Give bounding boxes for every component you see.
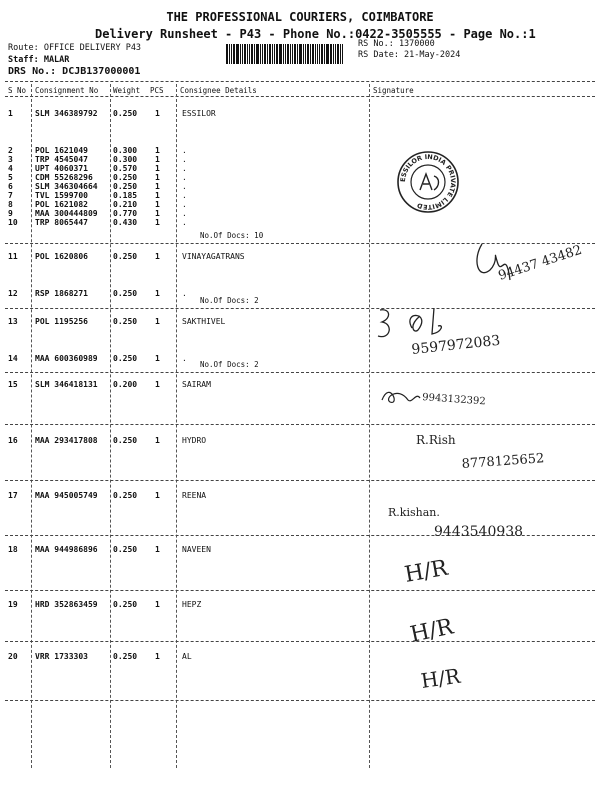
pieces: 1 xyxy=(155,109,160,118)
weight: 0.770 xyxy=(113,209,138,218)
svg-text:H/R: H/R xyxy=(408,614,456,648)
rs-date: RS Date: 21-May-2024 xyxy=(358,50,461,60)
col-signature: Signature xyxy=(373,86,414,95)
no-of-docs: No.Of Docs: 2 xyxy=(200,360,259,369)
consignee-dot: . xyxy=(182,155,187,164)
serial-number: 15 xyxy=(8,380,18,389)
pieces: 1 xyxy=(155,652,160,661)
svg-text:R.Rish: R.Rish xyxy=(416,433,456,447)
column-divider xyxy=(31,84,32,768)
pieces: 1 xyxy=(155,289,160,298)
col-weight: Weight xyxy=(113,86,141,95)
staff: Staff: MALAR xyxy=(8,55,70,65)
weight: 0.200 xyxy=(113,380,138,389)
serial-number: 17 xyxy=(8,491,18,500)
consignment-number: MAA 300444809 xyxy=(35,209,98,218)
row-divider xyxy=(5,641,595,642)
weight: 0.300 xyxy=(113,155,138,164)
consignment-number: POL 1621082 xyxy=(35,200,88,209)
svg-text:H/R: H/R xyxy=(402,555,450,588)
weight: 0.250 xyxy=(113,545,138,554)
pieces: 1 xyxy=(155,354,160,363)
drs-number: DRS No.: DCJB137000001 xyxy=(8,66,141,77)
divider xyxy=(5,96,595,97)
serial-number: 20 xyxy=(8,652,18,661)
serial-number: 19 xyxy=(8,600,18,609)
column-divider xyxy=(176,84,177,768)
consignment-number: SLM 346389792 xyxy=(35,109,98,118)
consignee-dot: . xyxy=(182,289,187,298)
pieces: 1 xyxy=(155,380,160,389)
consignment-number: TRP 4545047 xyxy=(35,155,88,164)
consignment-number: POL 1195256 xyxy=(35,317,88,326)
pieces: 1 xyxy=(155,191,160,200)
weight: 0.250 xyxy=(113,173,138,182)
consignment-number: CDM 55268296 xyxy=(35,173,93,182)
serial-number: 5 xyxy=(8,173,13,182)
consignment-number: HRD 352863459 xyxy=(35,600,98,609)
serial-number: 11 xyxy=(8,252,18,261)
signature-19 xyxy=(410,612,470,656)
pieces: 1 xyxy=(155,173,160,182)
consignment-number: MAA 600360989 xyxy=(35,354,98,363)
consignee-name: NAVEEN xyxy=(182,545,211,554)
signature-16 xyxy=(410,424,580,488)
svg-text:R.kishan.: R.kishan. xyxy=(388,506,440,519)
consignee-name: ESSILOR xyxy=(182,109,216,118)
consignee-dot: . xyxy=(182,209,187,218)
signature-15 xyxy=(378,376,538,420)
weight: 0.250 xyxy=(113,109,138,118)
column-divider xyxy=(110,84,111,768)
svg-text:H/R: H/R xyxy=(419,663,462,693)
no-of-docs: No.Of Docs: 10 xyxy=(200,231,264,240)
row-divider xyxy=(5,372,595,373)
pieces: 1 xyxy=(155,146,160,155)
pieces: 1 xyxy=(155,164,160,173)
consignment-number: POL 1620806 xyxy=(35,252,88,261)
serial-number: 13 xyxy=(8,317,18,326)
barcode xyxy=(226,44,354,64)
weight: 0.300 xyxy=(113,146,138,155)
col-consignment: Consignment No xyxy=(35,86,99,95)
weight: 0.430 xyxy=(113,218,138,227)
svg-text:9443540938: 9443540938 xyxy=(434,524,524,540)
serial-number: 1 xyxy=(8,109,13,118)
serial-number: 7 xyxy=(8,191,13,200)
weight: 0.250 xyxy=(113,289,138,298)
consignee-name: SAKTHIVEL xyxy=(182,317,226,326)
consignee-dot: . xyxy=(182,182,187,191)
serial-number: 9 xyxy=(8,209,13,218)
consignee-name: AL xyxy=(182,652,192,661)
consignee-name: HYDRO xyxy=(182,436,207,445)
rs-number: RS No.: 1370000 xyxy=(358,39,435,49)
serial-number: 12 xyxy=(8,289,18,298)
svg-text:ESSILOR INDIA PRIVATE LIMITED: ESSILOR INDIA PRIVATE LIMITED xyxy=(398,152,458,212)
consignee-name: REENA xyxy=(182,491,207,500)
consignment-number: SLM 346418131 xyxy=(35,380,98,389)
pieces: 1 xyxy=(155,545,160,554)
pieces: 1 xyxy=(155,209,160,218)
runsheet-title: Delivery Runsheet - P43 - Phone No.:0422-3505555 - Page No.:1 xyxy=(95,27,536,41)
weight: 0.185 xyxy=(113,191,138,200)
row-divider xyxy=(5,700,595,701)
serial-number: 18 xyxy=(8,545,18,554)
no-of-docs: No.Of Docs: 2 xyxy=(200,296,259,305)
serial-number: 8 xyxy=(8,200,13,209)
consignee-dot: . xyxy=(182,218,187,227)
weight: 0.250 xyxy=(113,436,138,445)
svg-text:94437 43482: 94437 43482 xyxy=(496,242,584,284)
weight: 0.210 xyxy=(113,200,138,209)
company-name: THE PROFESSIONAL COURIERS, COIMBATORE xyxy=(166,10,434,24)
consignment-number: SLM 346304664 xyxy=(35,182,98,191)
consignment-number: MAA 944986896 xyxy=(35,545,98,554)
signature-17 xyxy=(384,498,584,552)
weight: 0.250 xyxy=(113,652,138,661)
weight: 0.250 xyxy=(113,182,138,191)
consignee-dot: . xyxy=(182,173,187,182)
col-pcs: PCS xyxy=(150,86,164,95)
consignee-dot: . xyxy=(182,164,187,173)
pieces: 1 xyxy=(155,436,160,445)
serial-number: 14 xyxy=(8,354,18,363)
weight: 0.250 xyxy=(113,252,138,261)
weight: 0.570 xyxy=(113,164,138,173)
serial-number: 3 xyxy=(8,155,13,164)
weight: 0.250 xyxy=(113,491,138,500)
consignment-number: RSP 1868271 xyxy=(35,289,88,298)
weight: 0.250 xyxy=(113,600,138,609)
consignment-number: UPT 4060371 xyxy=(35,164,88,173)
serial-number: 2 xyxy=(8,146,13,155)
signature-11 xyxy=(470,240,584,314)
consignee-dot: . xyxy=(182,200,187,209)
company-stamp xyxy=(396,150,460,218)
svg-text:9597972083: 9597972083 xyxy=(410,332,502,358)
pieces: 1 xyxy=(155,252,160,261)
row-divider xyxy=(5,590,595,591)
route: Route: OFFICE DELIVERY P43 xyxy=(8,43,142,53)
serial-number: 4 xyxy=(8,164,13,173)
consignment-number: VRR 1733303 xyxy=(35,652,88,661)
consignment-number: TRP 8065447 xyxy=(35,218,88,227)
consignment-number: POL 1621049 xyxy=(35,146,88,155)
pieces: 1 xyxy=(155,155,160,164)
pieces: 1 xyxy=(155,600,160,609)
pieces: 1 xyxy=(155,491,160,500)
consignment-number: TVL 1599700 xyxy=(35,191,88,200)
svg-text:8778125652: 8778125652 xyxy=(461,451,545,472)
consignment-number: MAA 293417808 xyxy=(35,436,98,445)
weight: 0.250 xyxy=(113,354,138,363)
serial-number: 6 xyxy=(8,182,13,191)
pieces: 1 xyxy=(155,182,160,191)
consignee-name: SAIRAM xyxy=(182,380,211,389)
pieces: 1 xyxy=(155,200,160,209)
consignee-dot: . xyxy=(182,191,187,200)
consignment-number: MAA 945005749 xyxy=(35,491,98,500)
weight: 0.250 xyxy=(113,317,138,326)
serial-number: 10 xyxy=(8,218,18,227)
signature-18 xyxy=(404,554,464,598)
signature-13 xyxy=(372,304,572,368)
col-sno: S No xyxy=(8,86,27,95)
svg-text:9943132392: 9943132392 xyxy=(421,392,487,408)
consignee-name: VINAYAGATRANS xyxy=(182,252,245,261)
consignee-name: HEPZ xyxy=(182,600,202,609)
pieces: 1 xyxy=(155,218,160,227)
signature-20 xyxy=(420,662,480,706)
column-divider xyxy=(369,84,370,768)
divider xyxy=(5,81,595,82)
pieces: 1 xyxy=(155,317,160,326)
serial-number: 16 xyxy=(8,436,18,445)
consignee-dot: . xyxy=(182,146,187,155)
consignee-dot: . xyxy=(182,354,187,363)
col-consignee: Consignee Details xyxy=(180,86,257,95)
